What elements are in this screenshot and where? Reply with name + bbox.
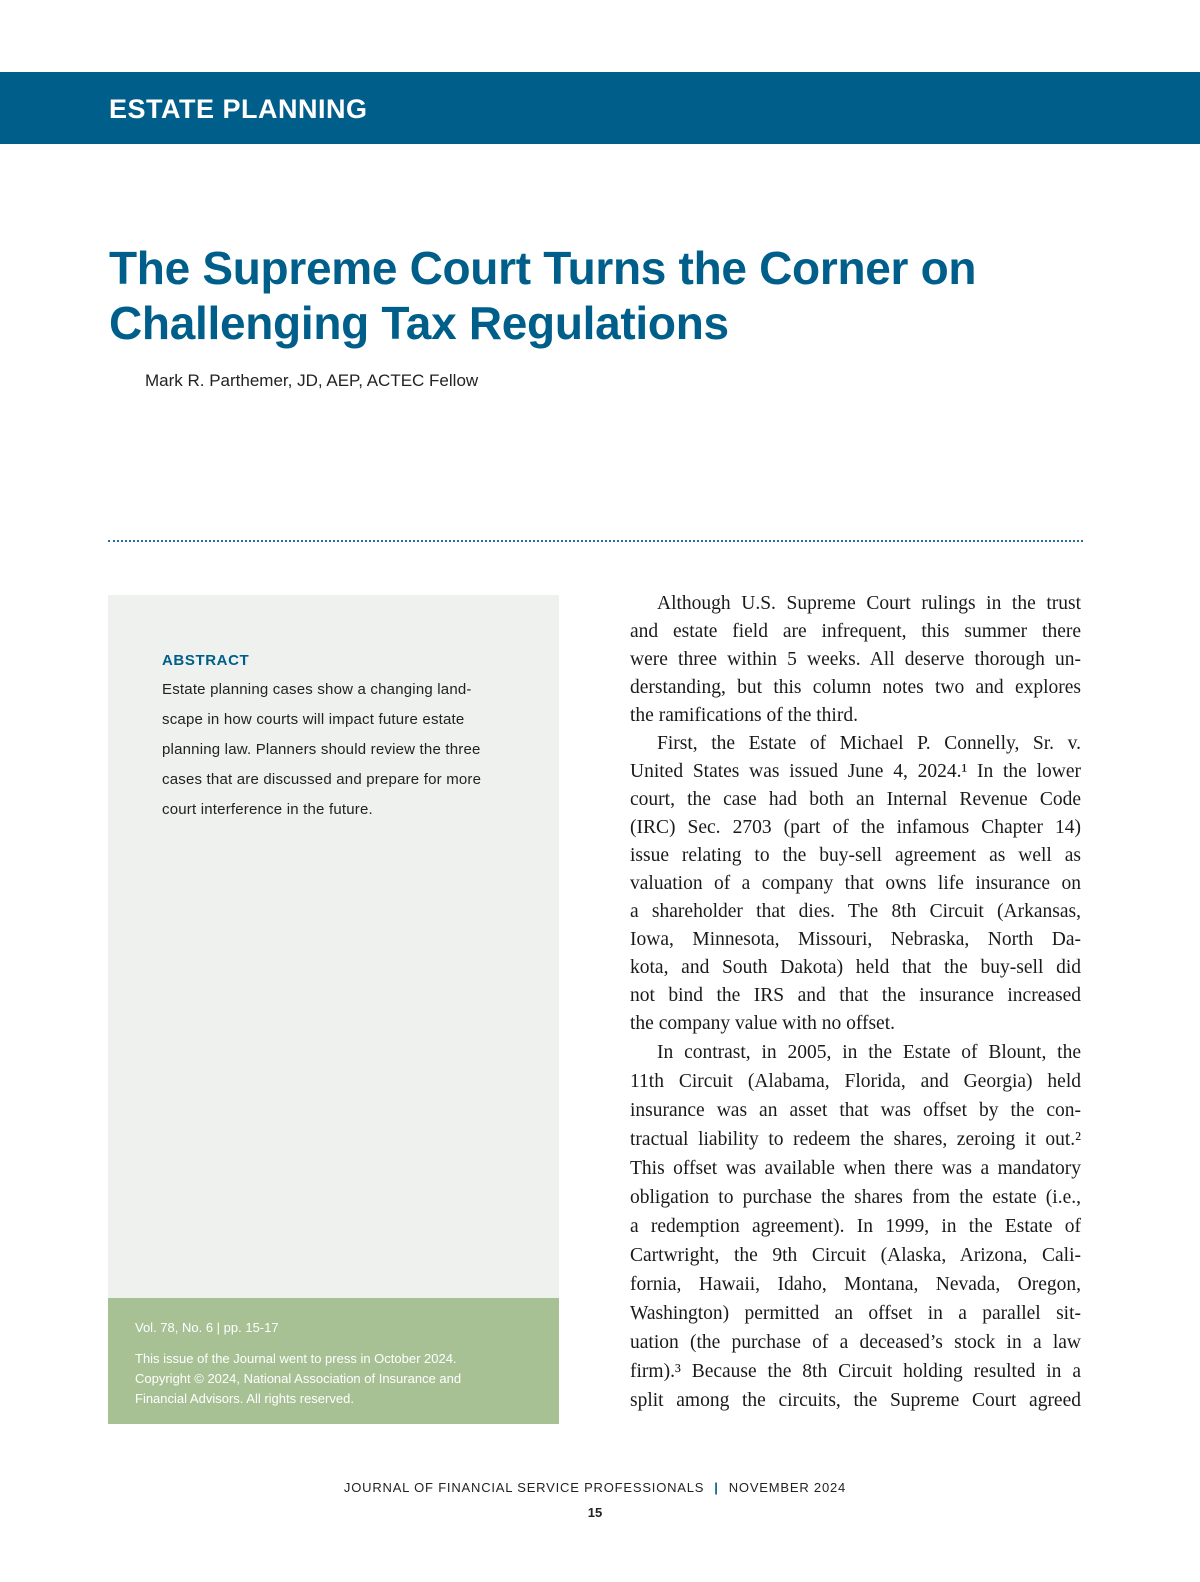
body-line: split among the circuits, the Supreme Court agreed bbox=[630, 1390, 1081, 1411]
abstract-line: Estate planning cases show a changing land- bbox=[162, 681, 472, 698]
publication-info-box bbox=[108, 1298, 559, 1424]
article-title-line: Challenging Tax Regulations bbox=[109, 297, 729, 349]
body-line: Washington) permitted an offset in a parallel sit- bbox=[630, 1303, 1081, 1324]
body-line: fornia, Hawaii, Idaho, Montana, Nevada, Oregon, bbox=[630, 1274, 1081, 1295]
body-line: court, the case had both an Internal Revenue Code bbox=[630, 789, 1081, 810]
abstract-line: court interference in the future. bbox=[162, 801, 373, 818]
abstract-line: cases that are discussed and prepare for more bbox=[162, 771, 482, 788]
body-line: a redemption agreement). In 1999, in the Estate of bbox=[630, 1216, 1081, 1237]
body-line: (IRC) Sec. 2703 (part of the infamous Chapter 14) bbox=[630, 817, 1081, 838]
copyright-line: Financial Advisors. All rights reserved. bbox=[135, 1391, 354, 1406]
footer-running-head bbox=[0, 1479, 1190, 1497]
body-line: tractual liability to redeem the shares, zeroing it out.² bbox=[630, 1129, 1081, 1150]
abstract-line: planning law. Planners should review the three bbox=[162, 741, 481, 758]
abstract-box bbox=[108, 595, 559, 1298]
body-line: uation (the purchase of a deceased’s stock in a law bbox=[630, 1332, 1081, 1353]
body-line: This offset was available when there was a mandatory bbox=[630, 1158, 1081, 1179]
body-line: a shareholder that dies. The 8th Circuit (Arkansas, bbox=[630, 901, 1081, 922]
page-number: 15 bbox=[587, 1505, 603, 1520]
article-title bbox=[109, 241, 1109, 351]
author-byline: Mark R. Parthemer, JD, AEP, ACTEC Fellow bbox=[145, 371, 479, 390]
body-line: Iowa, Minnesota, Missouri, Nebraska, North Da- bbox=[630, 929, 1081, 950]
body-line: the ramifications of the third. bbox=[630, 705, 858, 726]
body-line: were three within 5 weeks. All deserve thorough un- bbox=[630, 649, 1081, 670]
copyright-note bbox=[135, 1349, 515, 1409]
body-line: Although U.S. Supreme Court rulings in the trust bbox=[657, 593, 1081, 614]
copyright-line: Copyright © 2024, National Association of Insurance and bbox=[135, 1371, 462, 1386]
volume-pages: Vol. 78, No. 6 | pp. 15-17 bbox=[135, 1320, 279, 1335]
section-header-bar bbox=[0, 72, 1200, 144]
body-line: Cartwright, the 9th Circuit (Alaska, Arizona, Cali- bbox=[630, 1245, 1081, 1266]
abstract-text bbox=[162, 675, 517, 825]
body-line: valuation of a company that owns life insurance on bbox=[630, 873, 1081, 894]
abstract-heading: ABSTRACT bbox=[162, 652, 250, 669]
body-line: and estate field are infrequent, this summer there bbox=[630, 621, 1081, 642]
body-line: obligation to purchase the shares from the estate (i.e., bbox=[630, 1187, 1081, 1208]
body-line: First, the Estate of Michael P. Connelly, Sr. v. bbox=[657, 733, 1081, 754]
body-line: not bind the IRS and that the insurance increased bbox=[630, 985, 1081, 1006]
section-label: ESTATE PLANNING bbox=[109, 94, 368, 124]
body-line: insurance was an asset that was offset by the con- bbox=[630, 1100, 1081, 1121]
body-line: firm).³ Because the 8th Circuit holding resulted in a bbox=[630, 1361, 1081, 1382]
footer-journal-name: JOURNAL OF FINANCIAL SERVICE PROFESSIONALS bbox=[343, 1480, 705, 1495]
body-line: the company value with no offset. bbox=[630, 1013, 895, 1034]
footer-issue-date: NOVEMBER 2024 bbox=[728, 1480, 847, 1495]
abstract-line: scape in how courts will impact future estate bbox=[162, 711, 465, 728]
dotted-divider bbox=[108, 540, 1083, 542]
footer-separator: | bbox=[714, 1480, 719, 1495]
article-body bbox=[630, 590, 1081, 1415]
body-line: issue relating to the buy-sell agreement as well as bbox=[630, 845, 1081, 866]
body-line: United States was issued June 4, 2024.¹ In the lower bbox=[630, 761, 1081, 782]
copyright-line: This issue of the Journal went to press in October 2024. bbox=[135, 1351, 457, 1366]
body-line: kota, and South Dakota) held that the buy-sell did bbox=[630, 957, 1081, 978]
article-title-line: The Supreme Court Turns the Corner on bbox=[109, 242, 977, 294]
body-line: 11th Circuit (Alabama, Florida, and Georgia) held bbox=[630, 1071, 1081, 1092]
body-line: derstanding, but this column notes two and explores bbox=[630, 677, 1081, 698]
body-line: In contrast, in 2005, in the Estate of Blount, the bbox=[657, 1042, 1081, 1063]
